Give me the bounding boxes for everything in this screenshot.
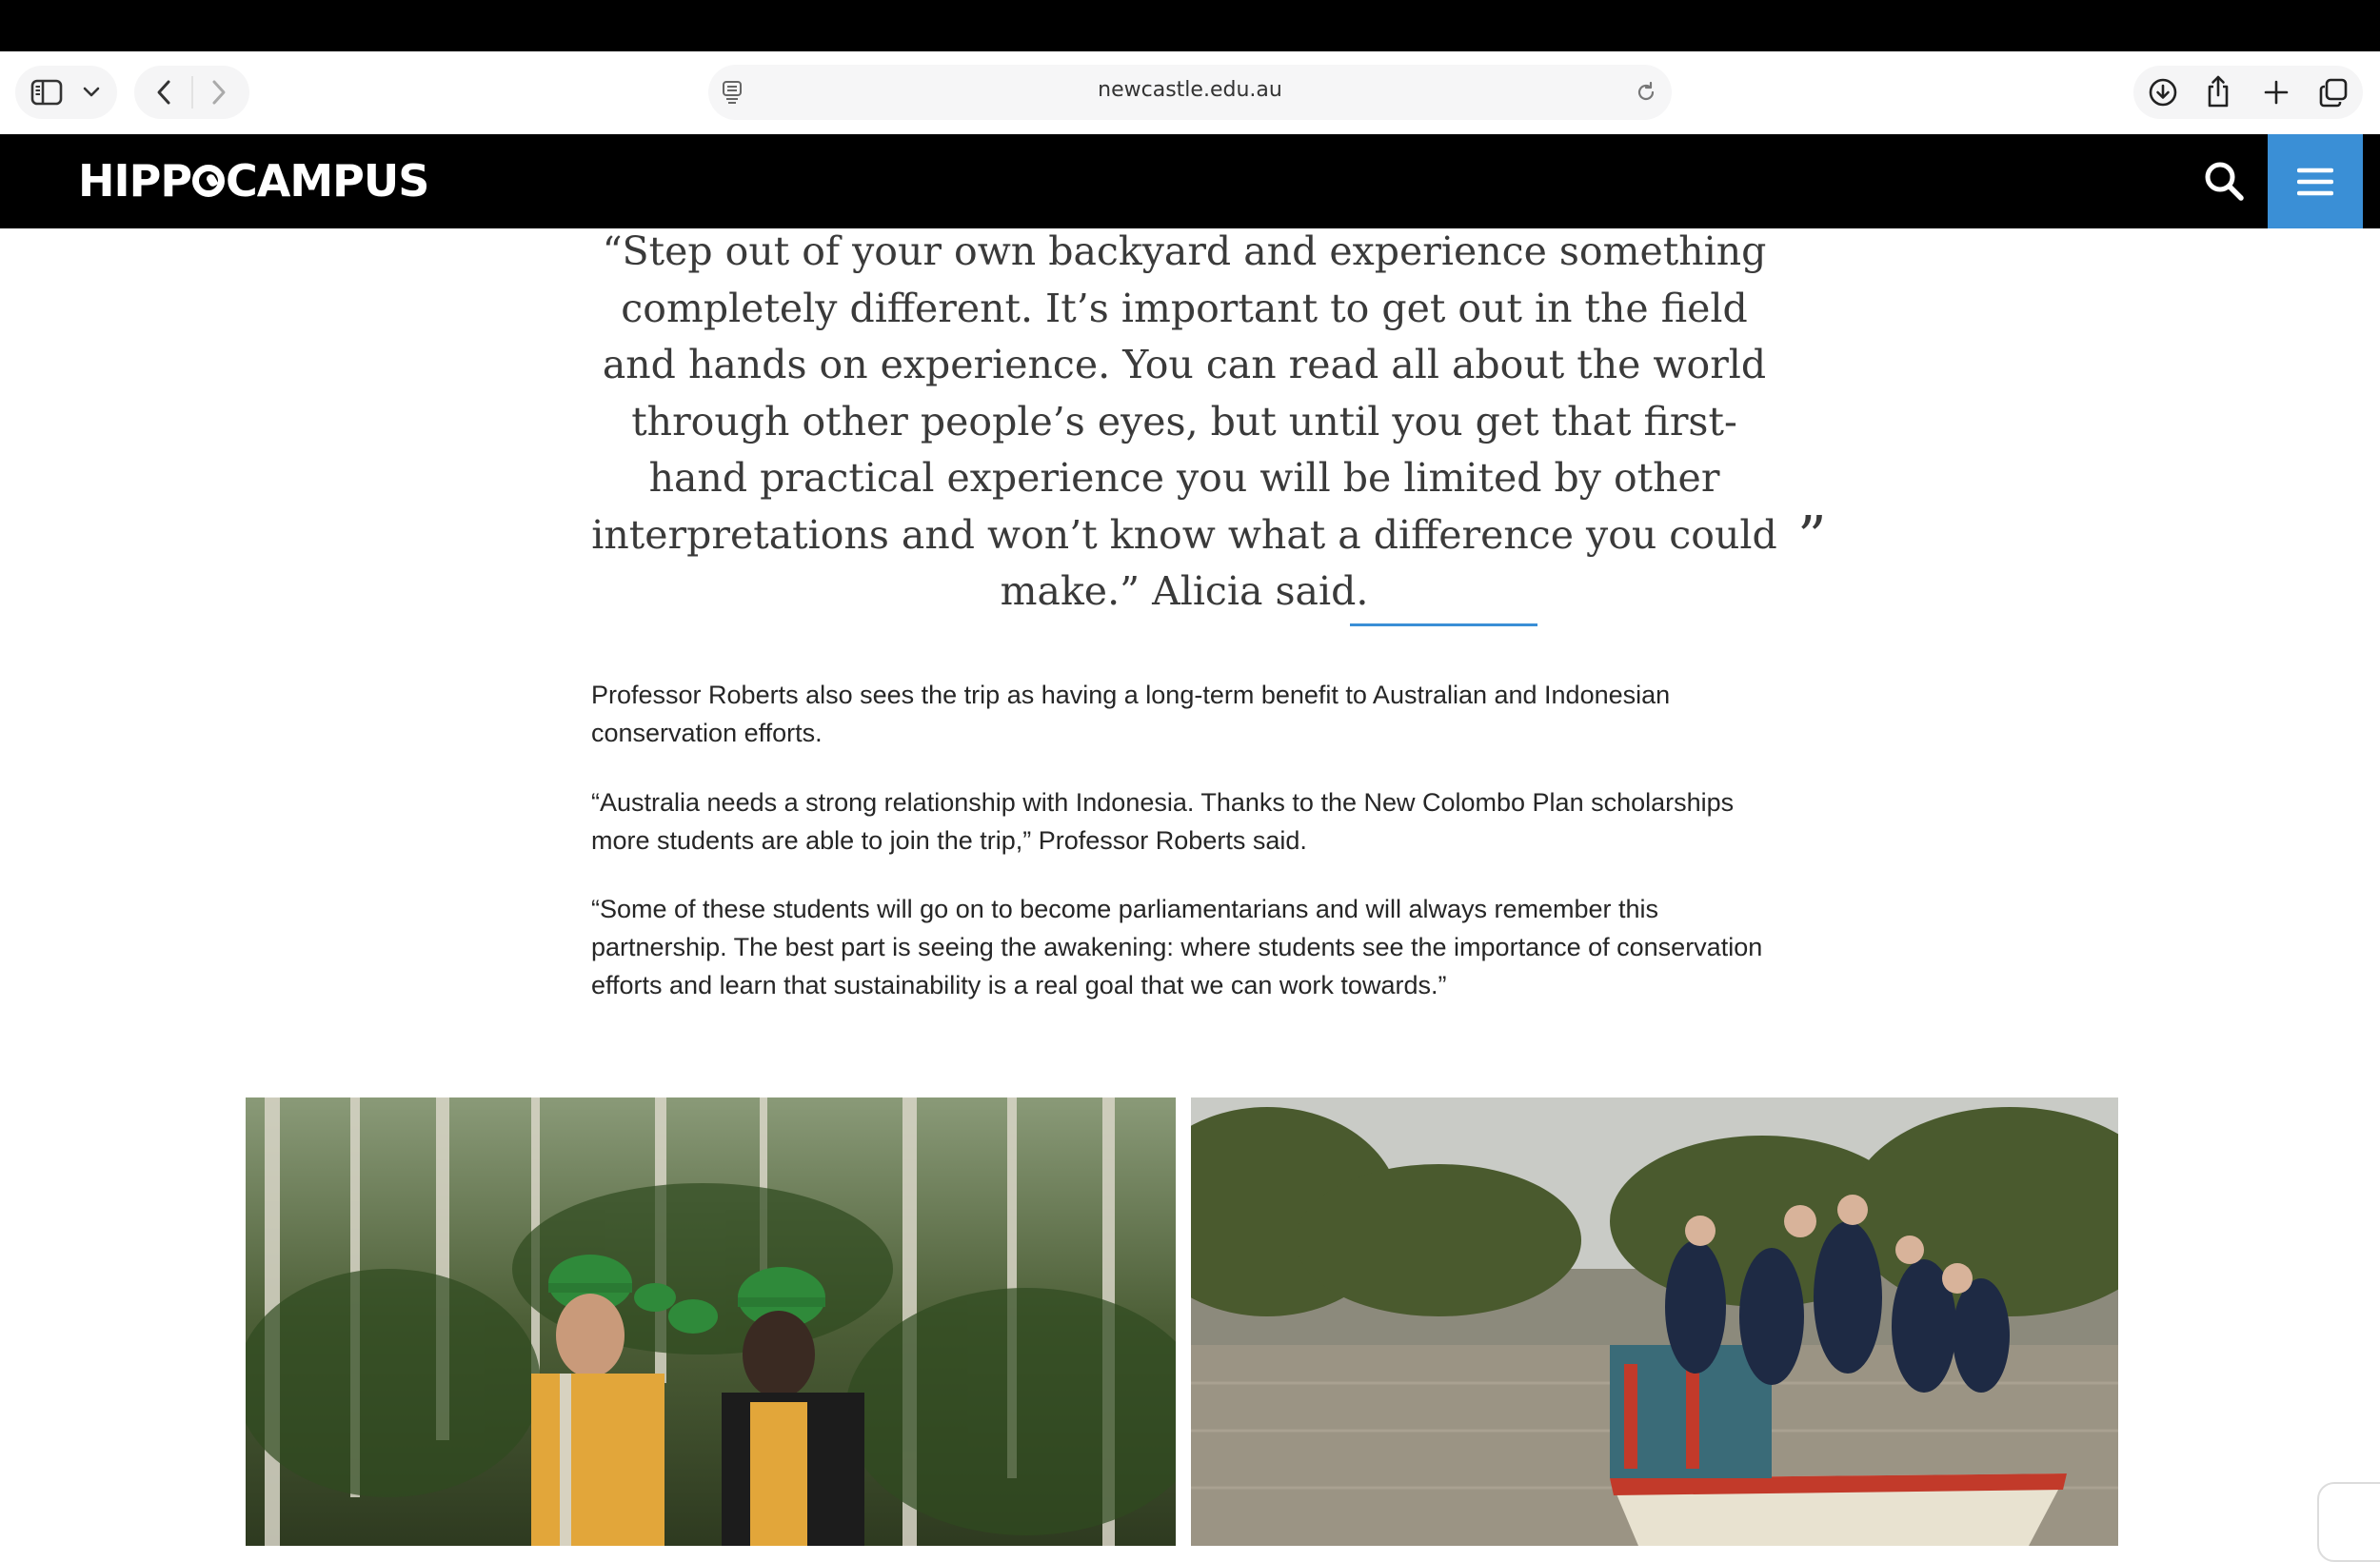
download-icon[interactable] [2146, 75, 2180, 109]
system-top-bar [0, 0, 2380, 51]
new-tab-icon[interactable] [2260, 75, 2292, 109]
floating-widget[interactable] [2317, 1482, 2380, 1562]
reload-icon[interactable] [1632, 78, 1660, 107]
quote-divider [1350, 623, 1537, 626]
address-bar[interactable] [708, 65, 1672, 120]
forward-icon[interactable] [204, 76, 234, 109]
chevron-down-icon[interactable] [78, 78, 105, 107]
back-icon[interactable] [149, 76, 179, 109]
tabs-icon[interactable] [2316, 75, 2350, 109]
logo-flame-icon [192, 165, 225, 197]
hamburger-menu-icon [2297, 167, 2333, 197]
pull-quote-text: “Step out of your own backyard and experience something completely different. It’s important to get out in the field and hands on experience. You can read all about the world through other people’s eyes, but until you get that first-hand practical experience you will be limited by other interpretations and won’t know what a difference you could make.” Alicia said. [591, 228, 1777, 614]
logo-text-part-1: HIPP [78, 155, 192, 207]
sidebar-icon[interactable] [27, 74, 67, 110]
url-text: newcastle.edu.au [1098, 78, 1282, 102]
boat-students-photo [1191, 1097, 2118, 1546]
article-paragraph: “Australia needs a strong relationship with Indonesia. Thanks to the New Colombo Plan scholarships more students are able to join the trip,” Professor Roberts said. [591, 788, 1735, 855]
hippocampus-logo[interactable] [78, 152, 428, 209]
logo-text-part-2: CAMPUS [226, 155, 429, 207]
share-icon[interactable] [2201, 72, 2235, 110]
search-button[interactable] [2195, 152, 2252, 209]
nav-divider [191, 76, 193, 109]
forest-students-photo [246, 1097, 1176, 1546]
close-quote-mark: ” [1797, 504, 1827, 571]
search-icon [2203, 160, 2245, 202]
article-paragraph: Professor Roberts also sees the trip as having a long-term benefit to Australian and Indonesian conservation efforts. [591, 681, 1671, 747]
article-paragraph: “Some of these students will go on to become parliamentarians and will always remember this partnership. The best part is seeing the awakening: where students see the importance of conservation efforts and learn that sustainability is a real goal that we can work towards.” [591, 895, 1763, 999]
menu-button[interactable] [2268, 134, 2363, 228]
